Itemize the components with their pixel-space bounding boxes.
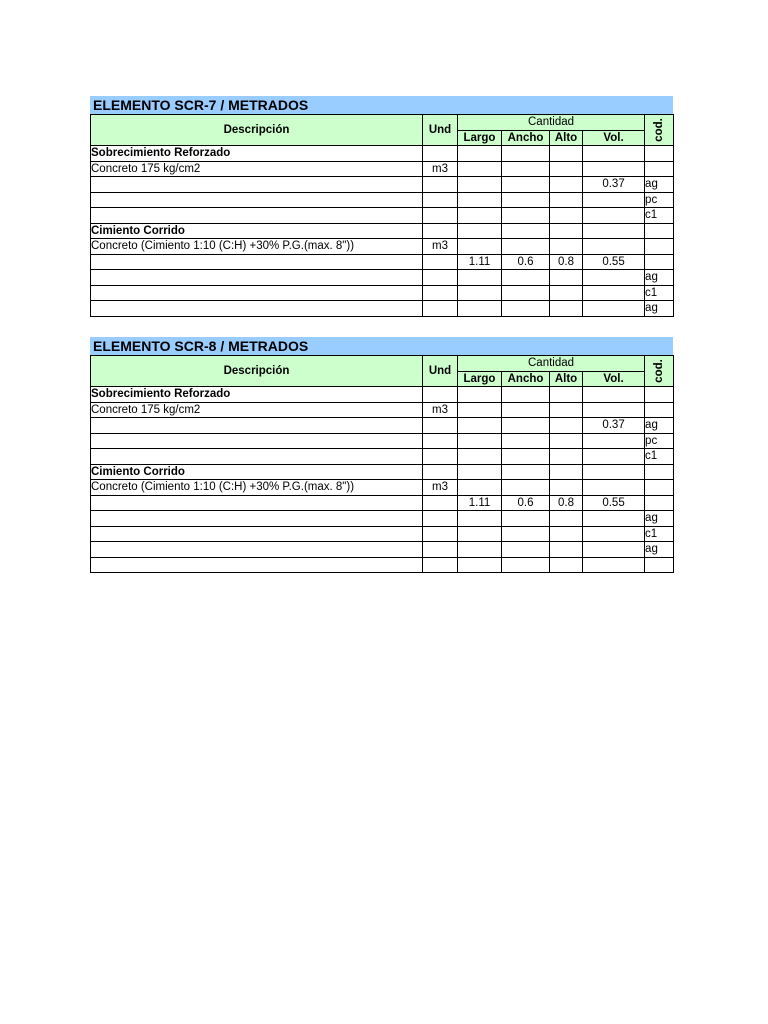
cod-cell: c1: [645, 285, 674, 301]
cod-cell: ag: [645, 511, 674, 527]
largo-cell: [458, 301, 502, 317]
section-title: Sobrecimiento Reforzado: [91, 146, 423, 162]
table-row: [91, 254, 674, 270]
header-alto: Alto: [550, 130, 583, 146]
vol-cell: [583, 402, 645, 418]
description-cell: Concreto (Cimiento 1:10 (C:H) +30% P.G.(max. 8")): [91, 480, 423, 496]
cod-cell: c1: [645, 208, 674, 224]
vol-cell: [583, 480, 645, 496]
sheet-title: ELEMENTO SCR-7 / METRADOS: [90, 96, 673, 114]
ancho-cell: [502, 192, 550, 208]
header-vol: Vol.: [583, 371, 645, 387]
largo-cell: [458, 192, 502, 208]
ancho-cell: 0.6: [502, 495, 550, 511]
cod-cell: [645, 146, 674, 162]
ancho-cell: [502, 542, 550, 558]
description-cell: Concreto 175 kg/cm2: [91, 161, 423, 177]
cod-cell: [645, 402, 674, 418]
table-row: [91, 495, 674, 511]
alto-cell: [550, 433, 583, 449]
header-row: [91, 115, 674, 131]
und-cell: [423, 433, 458, 449]
header-alto: Alto: [550, 371, 583, 387]
cod-cell: c1: [645, 449, 674, 465]
ancho-cell: [502, 239, 550, 255]
vol-cell: [583, 464, 645, 480]
cod-cell: [645, 387, 674, 403]
und-cell: [423, 449, 458, 465]
description-cell: [91, 301, 423, 317]
cod-cell: [645, 495, 674, 511]
table-row: [91, 285, 674, 301]
table-row: [91, 511, 674, 527]
table-body: [91, 115, 674, 317]
vol-cell: [583, 542, 645, 558]
vol-cell: [583, 449, 645, 465]
und-cell: m3: [423, 239, 458, 255]
cod-cell: pc: [645, 192, 674, 208]
largo-cell: [458, 480, 502, 496]
description-cell: [91, 285, 423, 301]
largo-cell: [458, 146, 502, 162]
ancho-cell: [502, 208, 550, 224]
header-cantidad: Cantidad: [458, 115, 645, 131]
und-cell: [423, 177, 458, 193]
cod-cell: c1: [645, 526, 674, 542]
table-row: [91, 161, 674, 177]
header-descripcion: Descripción: [91, 115, 423, 146]
description-cell: [91, 495, 423, 511]
description-cell: [91, 208, 423, 224]
vol-cell: [583, 387, 645, 403]
metrados-table: [90, 355, 674, 573]
header-cod: cod.: [653, 118, 666, 142]
und-cell: [423, 526, 458, 542]
header-cod-cell: [645, 115, 674, 146]
vol-cell: [583, 146, 645, 162]
description-cell: [91, 449, 423, 465]
und-cell: [423, 387, 458, 403]
vol-cell: [583, 301, 645, 317]
header-und: Und: [423, 115, 458, 146]
vol-cell: [583, 239, 645, 255]
ancho-cell: [502, 464, 550, 480]
table-row: [91, 402, 674, 418]
header-cod: cod.: [653, 359, 666, 383]
table-row: [91, 270, 674, 286]
ancho-cell: [502, 161, 550, 177]
description-cell: [91, 433, 423, 449]
vol-cell: [583, 208, 645, 224]
largo-cell: [458, 208, 502, 224]
table-row: [91, 449, 674, 465]
metrados-table: [90, 114, 674, 317]
header-largo: Largo: [458, 371, 502, 387]
vol-cell: [583, 526, 645, 542]
cod-cell: ag: [645, 301, 674, 317]
header-ancho: Ancho: [502, 371, 550, 387]
vol-cell: [583, 223, 645, 239]
ancho-cell: [502, 301, 550, 317]
und-cell: [423, 511, 458, 527]
metrados-sheet-scr7: [90, 96, 673, 317]
sheet-title: ELEMENTO SCR-8 / METRADOS: [90, 337, 673, 355]
header-vol: Vol.: [583, 130, 645, 146]
cod-cell: [645, 239, 674, 255]
table-row: [91, 526, 674, 542]
largo-cell: [458, 161, 502, 177]
und-cell: m3: [423, 402, 458, 418]
ancho-cell: [502, 146, 550, 162]
table-body: [91, 356, 674, 573]
ancho-cell: [502, 223, 550, 239]
vol-cell: [583, 161, 645, 177]
alto-cell: [550, 177, 583, 193]
und-cell: [423, 254, 458, 270]
alto-cell: [550, 526, 583, 542]
alto-cell: 0.8: [550, 254, 583, 270]
largo-cell: [458, 239, 502, 255]
und-cell: [423, 301, 458, 317]
section-title: Sobrecimiento Reforzado: [91, 387, 423, 403]
und-cell: [423, 542, 458, 558]
cod-cell: [645, 480, 674, 496]
header-cantidad: Cantidad: [458, 356, 645, 372]
header-ancho: Ancho: [502, 130, 550, 146]
description-cell: [91, 557, 423, 573]
description-cell: [91, 254, 423, 270]
largo-cell: [458, 387, 502, 403]
und-cell: [423, 557, 458, 573]
largo-cell: [458, 464, 502, 480]
alto-cell: 0.8: [550, 495, 583, 511]
cod-cell: [645, 161, 674, 177]
table-row: [91, 433, 674, 449]
alto-cell: [550, 239, 583, 255]
largo-cell: [458, 449, 502, 465]
und-cell: [423, 223, 458, 239]
vol-cell: [583, 557, 645, 573]
ancho-cell: [502, 449, 550, 465]
ancho-cell: [502, 480, 550, 496]
ancho-cell: 0.6: [502, 254, 550, 270]
cod-cell: [645, 223, 674, 239]
header-largo: Largo: [458, 130, 502, 146]
description-cell: [91, 192, 423, 208]
description-cell: [91, 270, 423, 286]
cod-cell: ag: [645, 542, 674, 558]
alto-cell: [550, 511, 583, 527]
description-cell: [91, 511, 423, 527]
und-cell: [423, 285, 458, 301]
cod-cell: ag: [645, 418, 674, 434]
cod-cell: [645, 464, 674, 480]
section-title: Cimiento Corrido: [91, 223, 423, 239]
largo-cell: 1.11: [458, 254, 502, 270]
header-cod-cell: [645, 356, 674, 387]
largo-cell: [458, 285, 502, 301]
largo-cell: [458, 177, 502, 193]
metrados-sheet-scr8: [90, 337, 673, 573]
table-row: [91, 542, 674, 558]
alto-cell: [550, 146, 583, 162]
ancho-cell: [502, 402, 550, 418]
largo-cell: [458, 511, 502, 527]
description-cell: Concreto 175 kg/cm2: [91, 402, 423, 418]
header-descripcion: Descripción: [91, 356, 423, 387]
alto-cell: [550, 223, 583, 239]
header-und: Und: [423, 356, 458, 387]
ancho-cell: [502, 557, 550, 573]
ancho-cell: [502, 270, 550, 286]
table-row: [91, 192, 674, 208]
und-cell: m3: [423, 161, 458, 177]
ancho-cell: [502, 433, 550, 449]
table-row: [91, 208, 674, 224]
ancho-cell: [502, 285, 550, 301]
ancho-cell: [502, 387, 550, 403]
table-row: [91, 418, 674, 434]
vol-cell: 0.55: [583, 254, 645, 270]
largo-cell: [458, 542, 502, 558]
cod-cell: ag: [645, 177, 674, 193]
vol-cell: [583, 192, 645, 208]
vol-cell: 0.37: [583, 177, 645, 193]
alto-cell: [550, 387, 583, 403]
description-cell: [91, 177, 423, 193]
alto-cell: [550, 418, 583, 434]
alto-cell: [550, 542, 583, 558]
alto-cell: [550, 464, 583, 480]
vol-cell: [583, 270, 645, 286]
und-cell: [423, 146, 458, 162]
ancho-cell: [502, 526, 550, 542]
vol-cell: [583, 433, 645, 449]
largo-cell: [458, 402, 502, 418]
largo-cell: 1.11: [458, 495, 502, 511]
description-cell: [91, 542, 423, 558]
table-row: [91, 177, 674, 193]
cod-cell: [645, 557, 674, 573]
largo-cell: [458, 433, 502, 449]
largo-cell: [458, 526, 502, 542]
ancho-cell: [502, 177, 550, 193]
cod-cell: ag: [645, 270, 674, 286]
und-cell: [423, 418, 458, 434]
largo-cell: [458, 223, 502, 239]
cod-cell: [645, 254, 674, 270]
vol-cell: [583, 511, 645, 527]
vol-cell: 0.37: [583, 418, 645, 434]
alto-cell: [550, 161, 583, 177]
und-cell: [423, 192, 458, 208]
table-row: [91, 223, 674, 239]
vol-cell: [583, 285, 645, 301]
und-cell: [423, 464, 458, 480]
alto-cell: [550, 402, 583, 418]
und-cell: m3: [423, 480, 458, 496]
cod-cell: pc: [645, 433, 674, 449]
alto-cell: [550, 449, 583, 465]
table-row: [91, 557, 674, 573]
description-cell: [91, 526, 423, 542]
table-row: [91, 387, 674, 403]
alto-cell: [550, 557, 583, 573]
table-row: [91, 239, 674, 255]
description-cell: Concreto (Cimiento 1:10 (C:H) +30% P.G.(max. 8")): [91, 239, 423, 255]
header-row: [91, 356, 674, 372]
table-row: [91, 301, 674, 317]
section-title: Cimiento Corrido: [91, 464, 423, 480]
largo-cell: [458, 270, 502, 286]
alto-cell: [550, 480, 583, 496]
und-cell: [423, 495, 458, 511]
table-row: [91, 146, 674, 162]
table-row: [91, 480, 674, 496]
largo-cell: [458, 557, 502, 573]
und-cell: [423, 208, 458, 224]
alto-cell: [550, 301, 583, 317]
table-row: [91, 464, 674, 480]
vol-cell: 0.55: [583, 495, 645, 511]
alto-cell: [550, 285, 583, 301]
description-cell: [91, 418, 423, 434]
ancho-cell: [502, 511, 550, 527]
alto-cell: [550, 270, 583, 286]
alto-cell: [550, 192, 583, 208]
ancho-cell: [502, 418, 550, 434]
und-cell: [423, 270, 458, 286]
largo-cell: [458, 418, 502, 434]
alto-cell: [550, 208, 583, 224]
